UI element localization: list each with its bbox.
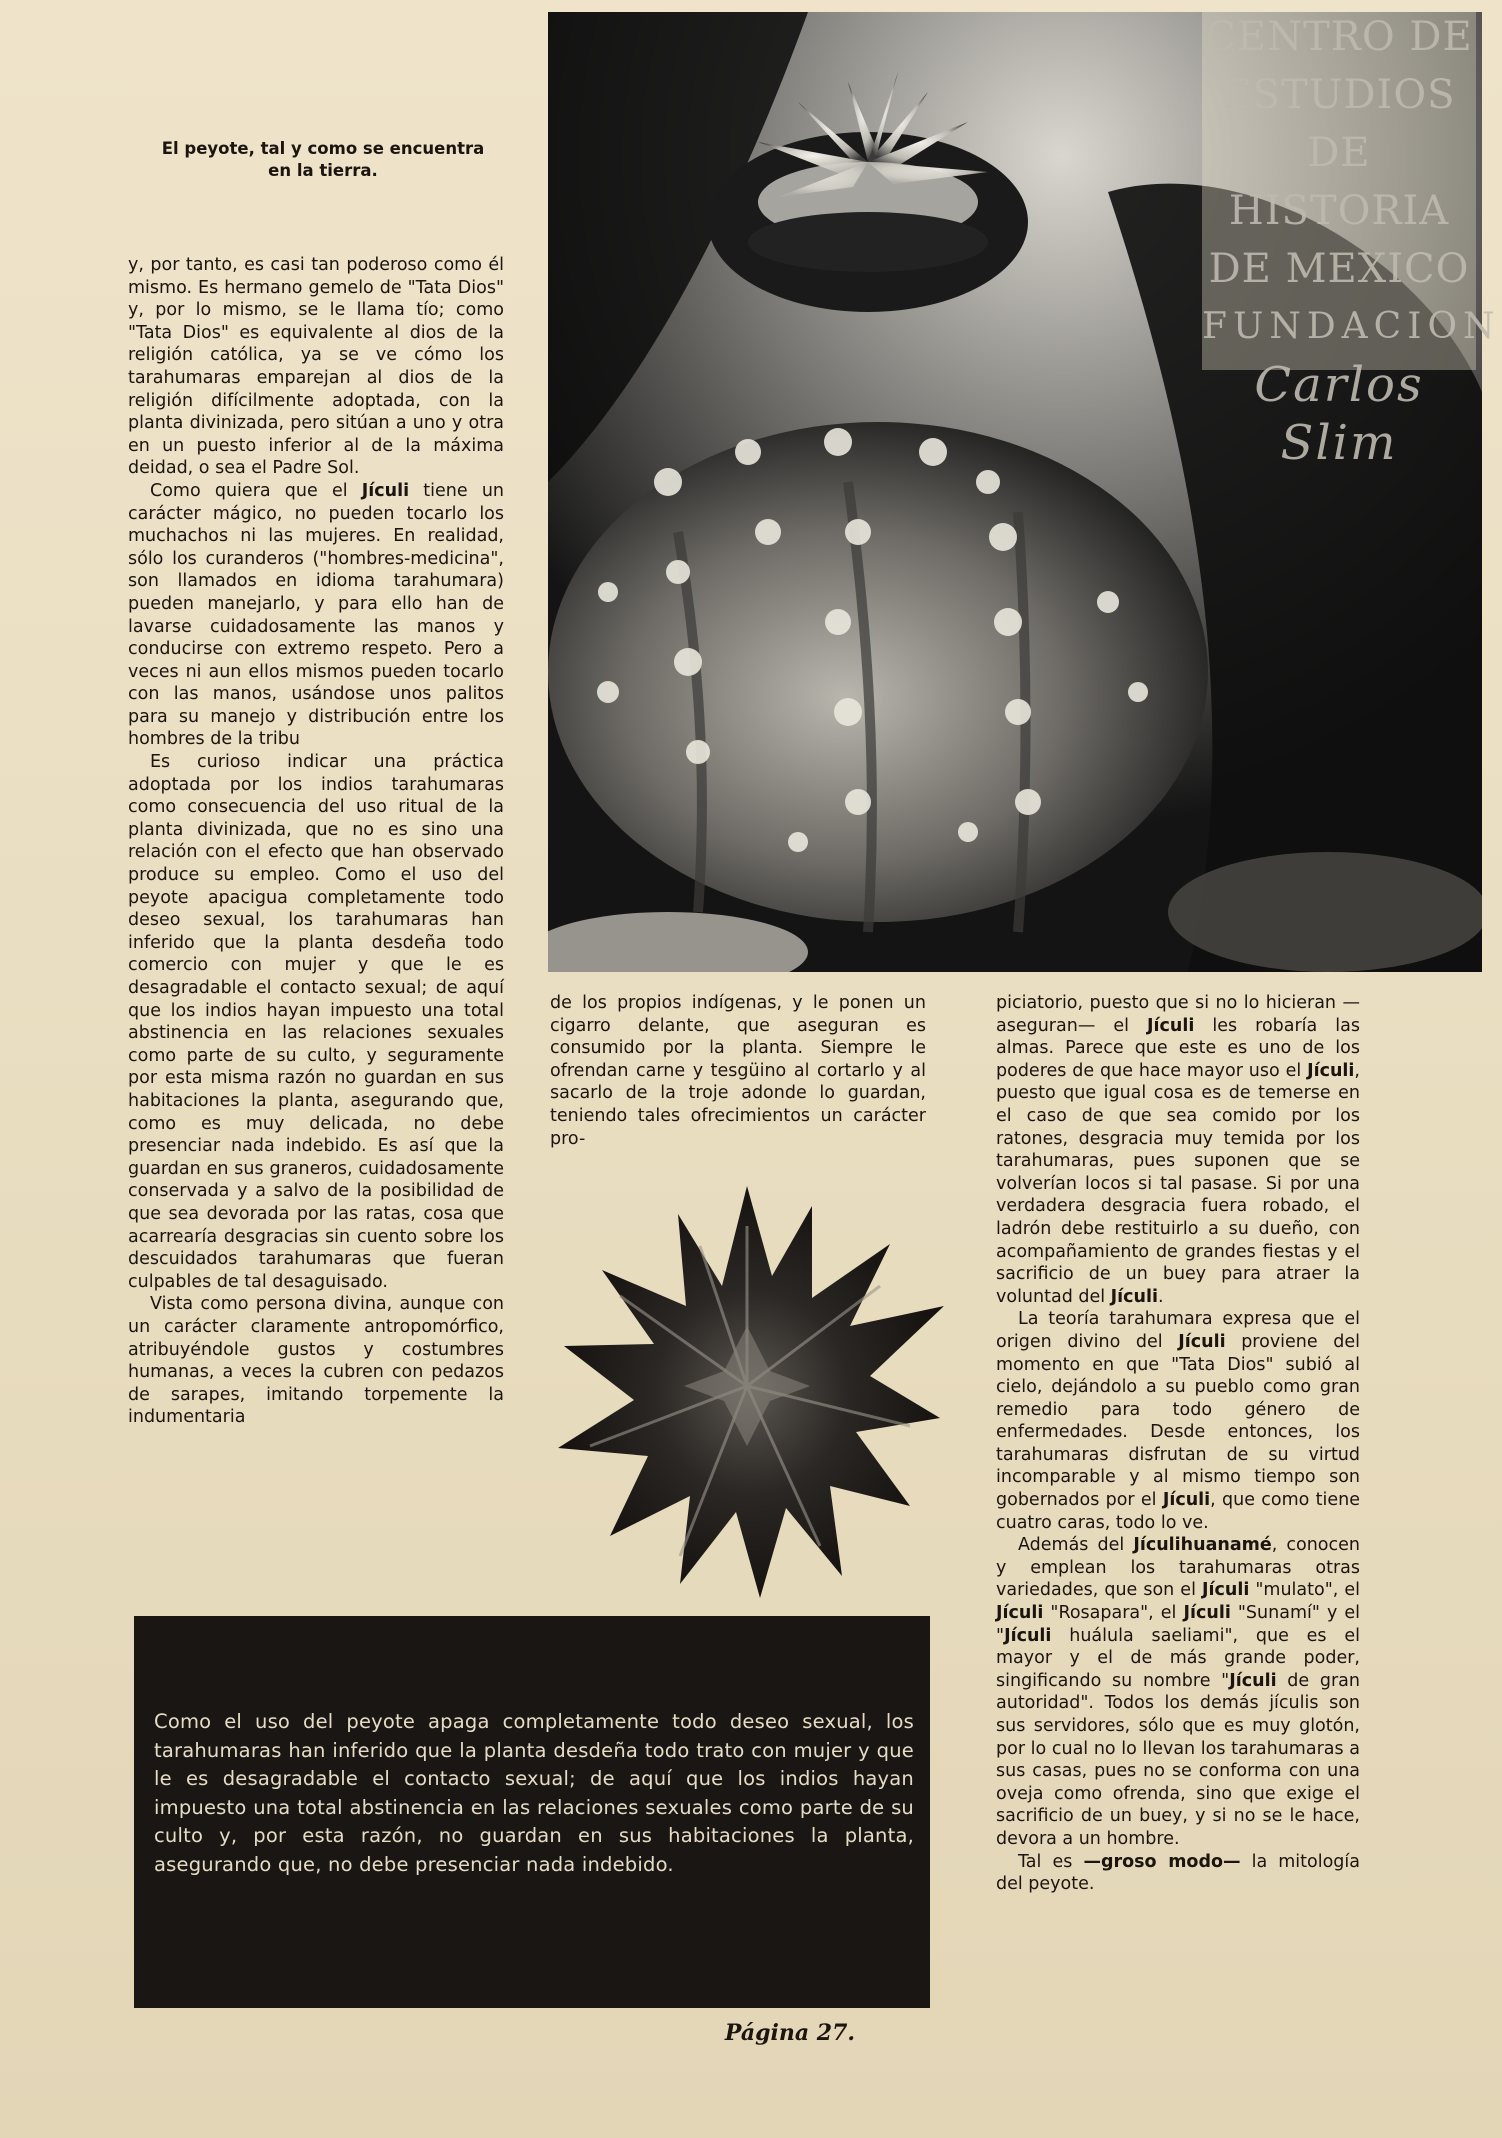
text-run: Tal es xyxy=(1018,1851,1084,1872)
keyword-jiculi: Jículi xyxy=(1147,1015,1195,1036)
col1-paragraph-1: y, por tanto, es casi tan poderoso como él mismo. Es hermano gemelo de "Tata Dios" y, por lo mismo, se le llama tío; como "Tata Dios" es equivalente al dios de la religión católica, ya se ve cómo los tarahumaras emparejan al dios de la religión difícilmente adoptada, con la planta divinizada, pero sitúan a uno y otra en un puesto inferior al de la máxima deidad, o sea el Padre Sol. xyxy=(128,255,504,479)
photo-caption xyxy=(118,138,528,182)
keyword-groso-modo: —groso modo— xyxy=(1083,1851,1241,1872)
keyword-jiculi: Jículi xyxy=(1201,1580,1250,1601)
watermark-line-4: DE MEXICO xyxy=(1208,246,1470,292)
keyword-jiculi: Jículi xyxy=(996,1603,1044,1624)
photo-caption-line-2: en la tierra. xyxy=(268,161,378,180)
keyword-jiculi: Jículi xyxy=(361,480,410,501)
watermark-stamp xyxy=(1202,8,1501,471)
text-run: proviene del momento en que "Tata Dios" subió al cielo, dejándolo a su pueblo como gran remedio para todo género de enfermedades. Desde entonces, los tarahumaras disfrutan de su virtud incomparable y al mismo tiempo son gobernados por el xyxy=(996,1331,1360,1511)
col3-paragraph-1 xyxy=(996,992,1360,1308)
col3-paragraph-3 xyxy=(996,1534,1360,1850)
text-run: , que como tiene cuatro caras, todo lo ve. xyxy=(996,1490,1360,1533)
text-run: Como quiera que el xyxy=(150,480,362,501)
col1-paragraph-2 xyxy=(128,480,504,751)
col3-paragraph-2 xyxy=(996,1308,1360,1534)
col2-paragraph-1: de los propios indígenas, y le ponen un cigarro delante, que aseguran es consumido por la planta. Siempre le ofrendan carne y tesgüino al cortarlo y al sacarlo de la troje adonde lo guardan, teniendo tales ofrecimientos un carácter pro- xyxy=(550,993,926,1149)
text-run: de gran autoridad". Todos los demás jículis son sus servidores, sólo que es muy glotón, por lo cual no lo llevan los tarahumaras a sus casas, pues no se conforma con una oveja como ofrenda, sino que exige el sacrificio de un buey, y si no se le hace, devora a un hombre. xyxy=(996,1670,1360,1849)
watermark-line-3: DE HISTORIA xyxy=(1228,130,1450,234)
text-run: Además del xyxy=(1018,1535,1134,1556)
text-run: piciatorio, puesto que si no lo hicieran —aseguran— el xyxy=(996,993,1360,1036)
keyword-jiculi: Jículi xyxy=(1178,1331,1226,1352)
text-run: la mitología del peyote. xyxy=(996,1851,1361,1895)
watermark-line-2: ESTUDIOS xyxy=(1222,72,1456,118)
watermark-line-1: CENTRO DE xyxy=(1205,14,1473,60)
keyword-jiculihuaname: Jículihuanamé xyxy=(1133,1535,1272,1556)
text-run: "Sunamí" y el " xyxy=(996,1603,1361,1646)
text-run: les robaría las almas. Parece que este es uno de los poderes de que hace mayor uso el xyxy=(996,1015,1360,1081)
pull-quote-text: Como el uso del peyote apaga completamente todo deseo sexual, los tarahumaras han inferido que la planta desdeña todo trato con mujer y que le es desagradable el contacto sexual; de aquí que los indios hayan impuesto una total abstinencia en las relaciones sexuales como parte de su culto y, por esta razón, no guardan en sus habitaciones la planta, asegurando que, no debe presenciar nada indebido. xyxy=(154,1710,914,1876)
watermark-signature: Carlos Slim xyxy=(1254,357,1424,471)
keyword-jiculi: Jículi xyxy=(1229,1670,1277,1691)
text-run: tiene un carácter mágico, no pueden tocarlo los muchachos ni las mujeres. En realidad, sólo los curanderos ("hombres-medicina", son llamados en idioma tarahumara) pueden manejarlo, y para ello han de lavarse cuidadosamente las manos y conducirse con extremo respeto. Pero a veces ni aun ellos mismos pueden tocarlo con las manos, usándose unos palitos para su manejo y distribución entre los hombres de la tribu xyxy=(128,480,505,750)
watermark-line-5: FUNDACION xyxy=(1202,306,1501,347)
col1-paragraph-4: Vista como persona divina, aunque con un carácter claramente antropomórfico, atribuyéndole gustos y costumbres humanas, a veces la cubren con pedazos de sarapes, imitando torpemente la indumentaria xyxy=(128,1294,504,1428)
page-number: Página 27. xyxy=(724,2020,856,2046)
keyword-jiculi: Jículi xyxy=(1004,1625,1052,1646)
col1-paragraph-3: Es curioso indicar una práctica adoptada por los indios tarahumaras como consecuencia del uso ritual de la planta divinizada, que no es sino una relación con el efecto que han observado produce su empleo. Como el uso del peyote apacigua completamente todo deseo sexual, los tarahumaras han inferido que la planta desdeña todo comercio con mujer y que le es desagradable el contacto sexual; de aquí que los indios hayan impuesto una total abstinencia en las relaciones sexuales como parte de su culto, y seguramente por esta misma razón no guardan en sus habitaciones la planta, asegurando que, como es muy delicada, no debe presenciar nada indebido. Es así que la guardan en sus graneros, cuidadosamente conservada y a salvo de la posibilidad de que sea devorada por las ratas, cosa que acarrearía desgracias sin cuento sobre los descuidados tarahumaras que fueran culpables de tal desaguisado. xyxy=(128,752,504,1292)
keyword-jiculi: Jículi xyxy=(1110,1286,1159,1307)
keyword-jiculi: Jículi xyxy=(1162,1490,1211,1511)
article-column-3 xyxy=(996,992,1360,1896)
text-run: , puesto que igual cosa es de temerse en el caso de que sea comido por los ratones, desgracia muy temida por los tarahumaras, pues suponen que se volverían locos si tal pasase. Si por una verdadera desgracia fuera robado, el ladrón debe restituirlo a su dueño, con acompañamiento de grandes fiestas y el sacrificio de un buey para atraer la voluntad del xyxy=(996,1060,1360,1307)
keyword-jiculi: Jículi xyxy=(1307,1060,1355,1081)
peyote-star-drawing xyxy=(550,1186,944,1598)
text-run: "Rosapara", el xyxy=(1043,1603,1184,1624)
col3-paragraph-4 xyxy=(996,1851,1360,1896)
text-run: La teoría tarahumara expresa que el origen divino del xyxy=(996,1309,1360,1352)
pull-quote-box xyxy=(134,1616,930,2008)
keyword-jiculi: Jículi xyxy=(1183,1603,1231,1624)
text-run: . xyxy=(1158,1286,1164,1307)
peyote-star-photo xyxy=(550,1186,944,1598)
text-run: huálula saeliami", que es el mayor y el de más grande poder, singificando su nombre " xyxy=(996,1625,1360,1691)
article-column-1 xyxy=(128,254,504,1429)
article-column-2 xyxy=(550,992,926,1150)
text-run: "mulato", el xyxy=(1249,1580,1360,1601)
text-run: , conocen y emplean los tarahumaras otras variedades, que son el xyxy=(996,1535,1360,1601)
photo-caption-line-1: El peyote, tal y como se encuentra xyxy=(161,139,485,158)
